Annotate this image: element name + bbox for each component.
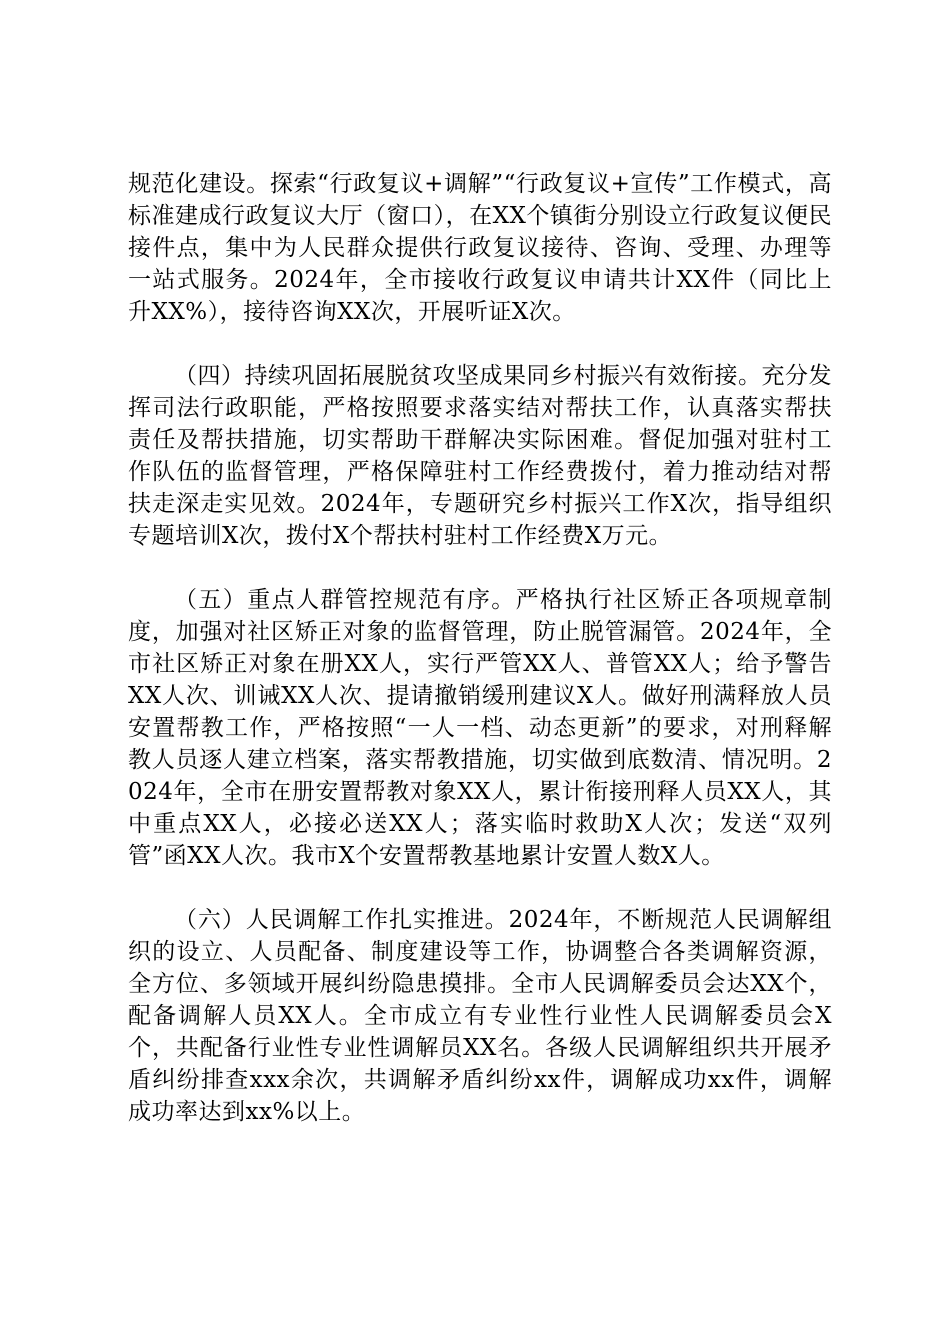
- paragraph-continuation: 规范化建设。探索“行政复议+调解”“行政复议+宣传”工作模式，高标准建成行政复议大厅（窗口），在XX个镇街分别设立行政复议便民接件点，集中为人民群众提供行政复议接待、咨询、受理、办理等一站式服务。2024年，全市接收行政复议申请共计XX件（同比上升XX%），接待咨询XX次，开展听证X次。: [128, 171, 832, 325]
- paragraph-section-6: （六）人民调解工作扎实推进。2024年，不断规范人民调解组织的设立、人员配备、制度建设等工作，协调整合各类调解资源，全方位、多领域开展纠纷隐患摸排。全市人民调解委员会达XX个，配备调解人员XX人。全市成立有专业性行业性人民调解委员会X个，共配备行业性专业性调解员XX名。各级人民调解组织共开展矛盾纠纷排查xxx余次，共调解矛盾纠纷xx件，调解成功xx件，调解成功率达到xx%以上。: [128, 907, 832, 1125]
- paragraph-section-5: （五）重点人群管控规范有序。严格执行社区矫正各项规章制度，加强对社区矫正对象的监督管理，防止脱管漏管。2024年，全市社区矫正对象在册XX人，实行严管XX人、普管XX人；给予警告XX人次、训诫XX人次、提请撤销缓刑建议X人。做好刑满释放人员安置帮教工作，严格按照“一人一档、动态更新”的要求，对刑释解教人员逐人建立档案，落实帮教措施，切实做到底数清、情况明。2024年，全市在册安置帮教对象XX人，累计衔接刑释人员XX人，其中重点XX人，必接必送XX人；落实临时救助X人次；发送“双列管”函XX人次。我市X个安置帮教基地累计安置人数X人。: [128, 587, 832, 869]
- document-page: [128, 168, 832, 1160]
- paragraph-section-4: （四）持续巩固拓展脱贫攻坚成果同乡村振兴有效衔接。充分发挥司法行政职能，严格按照要求落实结对帮扶工作，认真落实帮扶责任及帮扶措施，切实帮助干群解决实际困难。督促加强对驻村工作队伍的监督管理，严格保障驻村工作经费拨付，着力推动结对帮扶走深走实见效。2024年，专题研究乡村振兴工作X次，指导组织专题培训X次，拨付X个帮扶村驻村工作经费X万元。: [128, 363, 832, 549]
